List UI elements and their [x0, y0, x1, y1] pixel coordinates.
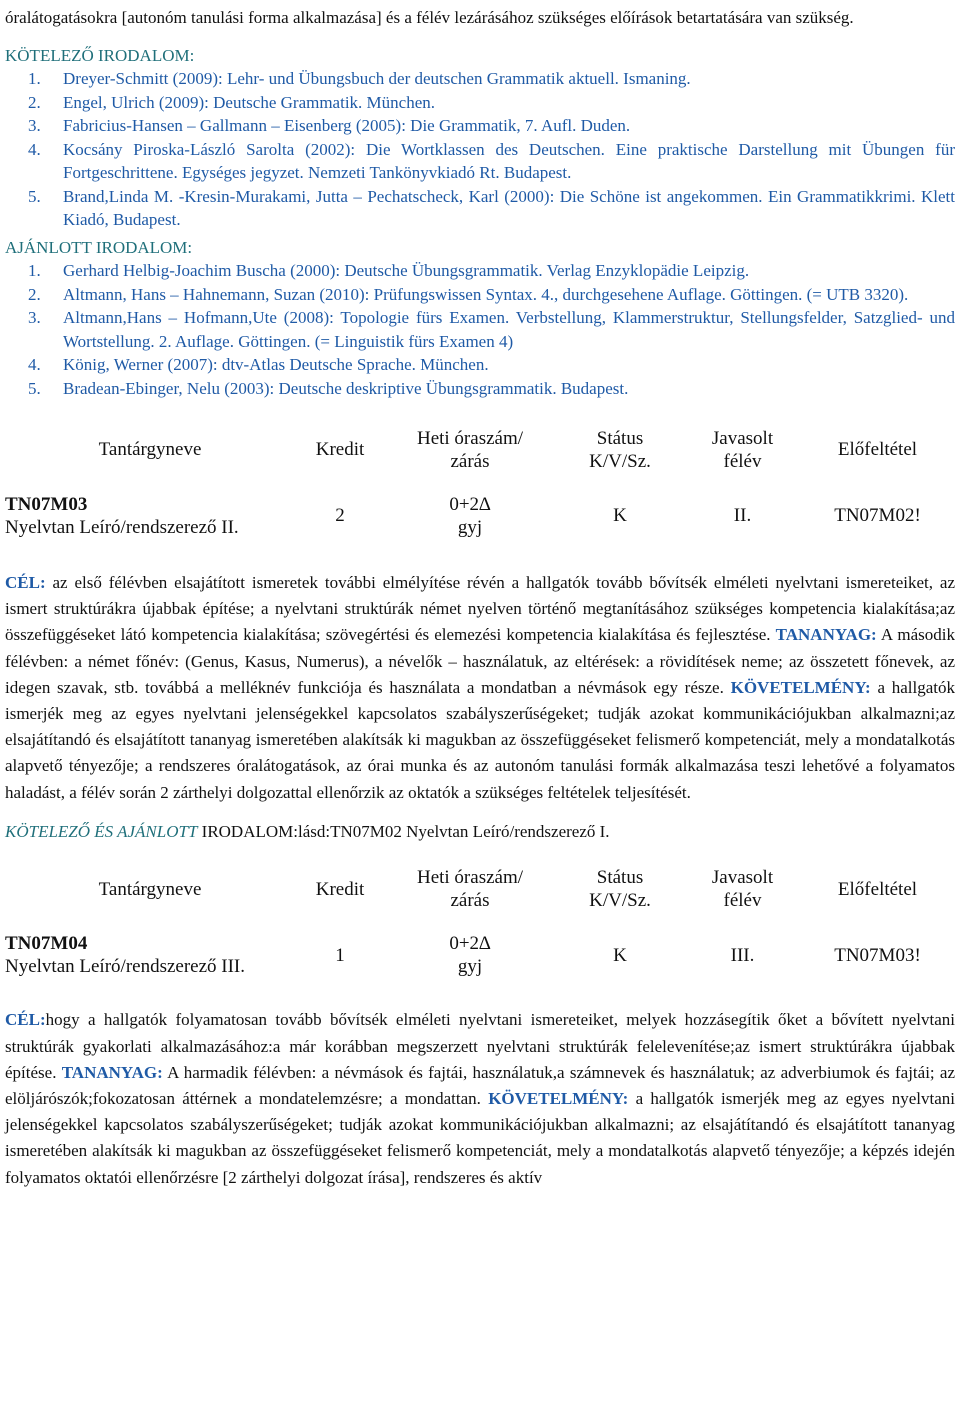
tananyag-label: TANANYAG: — [61, 1062, 163, 1082]
header-credit: Kredit — [315, 878, 365, 900]
status-cell: K — [613, 944, 627, 966]
tananyag-text: A második félévben: a német főnév: (Genus, Kasus, Numerus), a névelők – használatuk, az eltérések: a rövidítések neme; az összetett főnevek, az idegen szavak, stb. továbbá a melléknév funkciója és használata a mondatban a névmások egy része. — [5, 625, 955, 697]
list-item: 3. Fabricius-Hansen – Gallmann – Eisenberg (2005): Die Grammatik, 7. Aufl. Duden. — [28, 116, 631, 135]
required-lit-section — [5, 44, 955, 232]
cel-text: hogy a hallgatók folyamatosan tovább bővítsék elméleti nyelvtani ismereteiket, melyek hozzásegítik őket a bővített nyelvtani struktúrák gyakorlati alkalmazásához:a már korábban megszerzett nyelvtani struktúrák felelevenítése;az ismert struktúrákra újabbak építése. — [5, 1010, 955, 1082]
semester-cell: II. — [733, 505, 752, 527]
list-item: 5. Brand,Linda M. -Kresin-Murakami, Jutta – Pechatscheck, Karl (2000): Die Schöne ist angekommen. Ein Grammatikkrimi. Klett Kiadó, Budapest. — [28, 186, 955, 229]
course2-description — [5, 1007, 955, 1190]
prereq-cell: TN07M03! — [834, 944, 921, 966]
course-title: Nyelvtan Leíró/rendszerező III. — [5, 956, 246, 978]
header-status: Státus K/V/Sz. — [589, 427, 651, 472]
tananyag-label: TANANYAG: — [775, 625, 877, 645]
cel-label: CÉL: — [5, 1010, 46, 1030]
header-hours: Heti óraszám/ zárás — [416, 427, 524, 472]
lit-label: KÖTELEZŐ ÉS AJÁNLOTT — [5, 821, 198, 841]
course1-literature — [5, 820, 955, 844]
course-table-1 — [5, 422, 955, 554]
course-title: Nyelvtan Leíró/rendszerező II. — [5, 517, 239, 538]
hours-cell: 0+2∆ gyj — [449, 932, 491, 978]
intro-paragraph — [5, 6, 955, 30]
table-row — [5, 917, 955, 993]
recommended-lit-heading: AJÁNLOTT IRODALOM: — [5, 237, 193, 257]
course-table-2 — [5, 861, 955, 993]
list-item: 1. Gerhard Helbig-Joachim Buscha (2000): Deutsche Übungsgrammatik. Verlag Enzyklopädie Leipzig. — [28, 261, 750, 280]
recommended-lit-list — [5, 259, 955, 400]
required-lit-heading: KÖTELEZŐ IRODALOM: — [5, 45, 195, 65]
list-item: 4. Kocsány Piroska-László Sarolta (2002): Die Wortklassen des Deutschen. Eine praktische Darstellung mit Übungen für Fortgeschrittene. Egységes jegyzet. Nemzeti Tankönyvkiadó Rt. Budapest. — [28, 139, 955, 182]
course-code: TN07M03 — [5, 493, 88, 515]
header-semester: Javasolt félév — [711, 866, 774, 912]
header-name: Tantárgyneve — [98, 439, 202, 461]
kovetelmeny-text: a hallgatók ismerjék meg az egyes nyelvtani jelenségekkel kapcsolatos szabályszerűségeket; tudják azokat kommunikációjukban alkalmazni;az elsajátítandó és elsajátított tananyag ismeretében alakítsák ki magukban az összefüggéseket felismerő kompetenciát, mely a mondatalkotás alapvető tényezője; a rendszeres óralátogatások, az órai munka és az autonóm tanulási formák alkalmazása teszi lehetővé a folyamatos haladást, a félév során 2 zárthelyi dolgozattal ellenőrzik az oktatók a szükséges feltételek teljesítését. — [5, 677, 956, 802]
header-name: Tantárgyneve — [98, 878, 202, 900]
hours-cell: 0+2∆ gyj — [449, 493, 491, 538]
table-header-row — [5, 422, 955, 478]
header-hours: Heti óraszám/ zárás — [416, 866, 524, 912]
header-semester: Javasolt félév — [711, 427, 774, 472]
kovetelmeny-label: KÖVETELMÉNY: — [730, 677, 871, 697]
list-item: 4. König, Werner (2007): dtv-Atlas Deutsche Sprache. München. — [28, 355, 489, 374]
header-credit: Kredit — [315, 439, 365, 461]
list-item: 1. Dreyer-Schmitt (2009): Lehr- und Übungsbuch der deutschen Grammatik aktuell. Ismaning. — [28, 69, 691, 88]
course1-description — [5, 570, 955, 806]
credit-cell: 1 — [335, 944, 345, 966]
course-code: TN07M04 — [5, 932, 88, 954]
status-cell: K — [613, 505, 627, 527]
cel-label: CÉL: — [5, 573, 46, 592]
table-row — [5, 478, 955, 554]
prereq-cell: TN07M02! — [834, 505, 921, 527]
list-item: 5. Bradean-Ebinger, Nelu (2003): Deutsche deskriptive Übungsgrammatik. Budapest. — [28, 378, 629, 398]
credit-cell: 2 — [335, 505, 345, 527]
list-item: 2. Engel, Ulrich (2009): Deutsche Grammatik. München. — [28, 92, 436, 112]
header-prereq: Előfeltétel — [837, 439, 918, 461]
kovetelmeny-text: a hallgatók ismerjék meg az egyes nyelvtani jelenségekkel kapcsolatos szabályszerűségeket; tudják azokat kommunikációjukban alkalmazni; az elsajátítandó és elsajátított tananyag ismeretében alakítsák ki magukban az összefüggéseket felismerő kompetenciát, mely a mondatalkotás alapvető tényezője; a képzés idején folyamatos oktatói ellenőrzésre [2 zárthelyi dolgozat írása], rendszeres és aktív — [5, 1088, 956, 1187]
required-lit-list — [5, 67, 955, 232]
tananyag-text: A harmadik félévben: a névmások és fajtái, használatuk,a számnevek és használatuk; az adverbiumok és fajtái; az elöljárószók;fokozatosan áttérnek a mondatelemzésre; a mondattan. — [5, 1062, 955, 1108]
intro-line-1: óralátogatásokra [autonóm tanulási forma alkalmazása] és a félév lezárásához szükséges előírások — [5, 8, 673, 27]
header-status: Státus K/V/Sz. — [589, 866, 651, 912]
kovetelmeny-label: KÖVETELMÉNY: — [488, 1088, 629, 1108]
document-page — [5, 0, 955, 1191]
list-item: 3. Altmann,Hans – Hofmann,Ute (2008): Topologie fürs Examen. Verbstellung, Klammerstruktur, Stellungsfelder, Satzglied- und Wortstellung. 2. Auflage. Göttingen. (= Linguistik fürs Examen 4) — [28, 308, 955, 351]
semester-cell: III. — [730, 944, 755, 966]
course-name-cell — [5, 478, 295, 554]
lit-rest: IRODALOM:lásd:TN07M02 Nyelvtan Leíró/rendszerező I. — [197, 821, 610, 841]
recommended-lit-section — [5, 236, 955, 401]
course-name-cell — [5, 917, 295, 993]
header-prereq: Előfeltétel — [837, 878, 918, 900]
table-header-row — [5, 861, 955, 917]
cel-text: az első félévben elsajátított ismeretek további elmélyítése révén a hallgatók tovább bővítsék elméleti nyelvtani ismereteiket, az ismert struktúrákra újabbak építése; a nyelvtani struktúrák német nyelven történő megtanításához szükséges kompetencia kialakítása;az összefüggéseket látó kompetencia kialakítása; szövegértési és elemezési kompetencia kialakítása és fejlesztése. — [5, 573, 955, 645]
list-item: 2. Altmann, Hans – Hahnemann, Suzan (2010): Prüfungswissen Syntax. 4., durchgesehene Auflage. Göttingen. (= UTB 3320). — [28, 284, 909, 304]
intro-line-2: betartatására van szükség. — [676, 8, 854, 27]
